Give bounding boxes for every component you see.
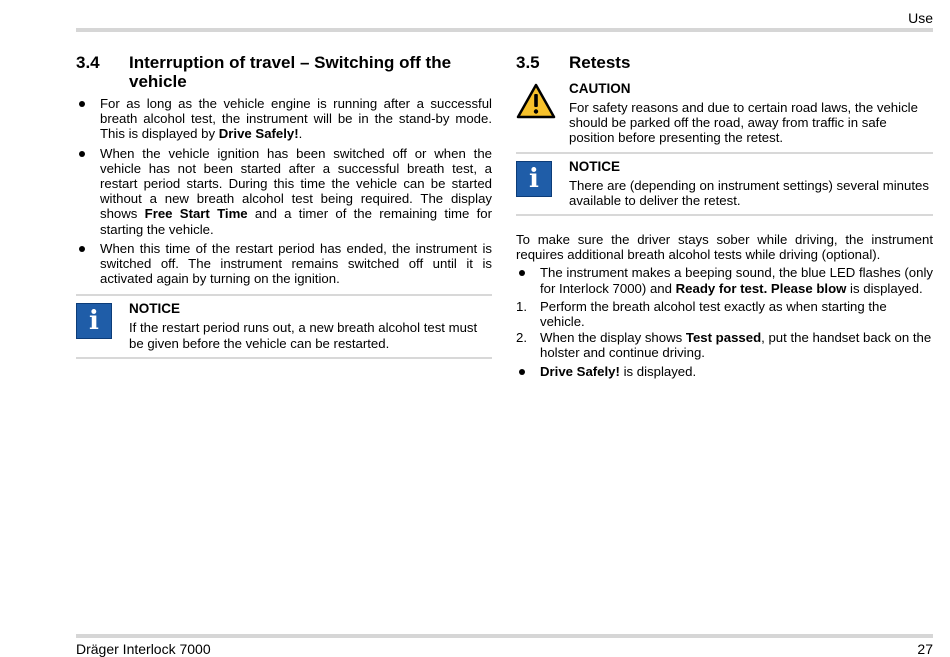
section-number: 3.5 [516,53,540,72]
list-item: When this time of the restart period has ended, the instrument is switched off. The instrument remains switched off until it is activated again by turning on the ignition. [76,241,492,287]
caution-text: For safety reasons and due to certain road laws, the vehicle should be parked off the road, away from traffic in safe position before presenting the retest. [569,100,918,146]
bullet-list [516,265,933,295]
steps-list [516,299,933,361]
section-title: Interruption of travel – Switching off the vehicle [129,53,452,91]
list-item: When the vehicle ignition has been switched off or when the vehicle has not been started after a successful breath test, a restart period starts. During this time the vehicle can be started without a new breath alcohol test being required. The display shows Free Start Time and a timer of the remaining time for starting the vehicle. [76,146,492,237]
notice-text: There are (depending on instrument settings) several minutes available to deliver the retest. [569,177,929,208]
left-column [76,53,492,359]
list-item: The instrument makes a beeping sound, the blue LED flashes (only for Interlock 7000) and Ready for test. Please blow is displayed. [516,265,933,295]
section-heading [76,53,492,91]
notice-box [76,294,492,358]
header-rule [76,28,933,32]
notice-text: If the restart period runs out, a new breath alcohol test must be given before the vehicle can be restarted. [129,320,478,351]
step-item: 1. Perform the breath alcohol test exactly as when starting the vehicle. [516,298,887,330]
notice-title: NOTICE [569,158,621,174]
notice-title: NOTICE [129,301,181,317]
bullet-list [76,96,492,286]
intro-paragraph: To make sure the driver stays sober while driving, the instrument requires additional breath alcohol tests while driving (optional). [516,232,933,263]
list-item: For as long as the vehicle engine is running after a successful breath alcohol test, the instrument will be in the stand-by mode. This is displayed by Drive Safely!. [76,96,492,142]
page-number: 27 [917,641,933,657]
step-item: 2. When the display shows Test passed, put the handset back on the holster and continue driving. [516,330,932,361]
result-list [516,364,933,379]
footer-rule [76,634,933,638]
info-icon: i [516,161,552,197]
info-icon: i [76,303,112,339]
caution-box [516,80,933,154]
section-title: Retests [569,53,631,72]
warning-icon [516,83,556,119]
footer-product: Dräger Interlock 7000 [76,641,211,657]
right-column [516,53,933,383]
caution-title: CAUTION [569,81,631,96]
running-header: Use [908,10,933,26]
list-item: Drive Safely! is displayed. [516,364,933,379]
section-number: 3.4 [76,53,100,72]
notice-box [516,154,933,216]
section-heading [516,53,933,72]
